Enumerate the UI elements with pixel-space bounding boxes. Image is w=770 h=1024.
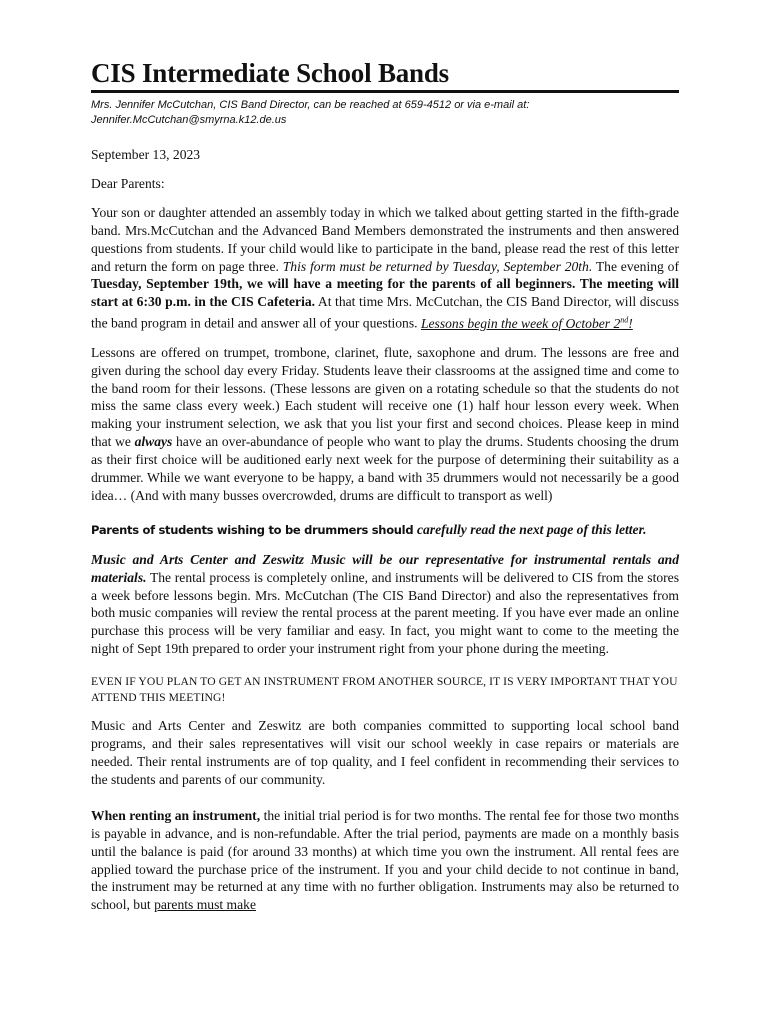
contact-line: Mrs. Jennifer McCutchan, CIS Band Director, can be reached at 659-4512 or via e-mail at: (91, 99, 530, 111)
drummer-note-tail: carefully read the next page of this letter. (416, 521, 647, 537)
paragraph-lessons (91, 344, 679, 505)
text: At that time Mrs. McCutchan, the CIS Band Director, will discuss the band program in detail and answer all of your questions. (91, 294, 679, 331)
paragraph-rentals (91, 551, 679, 658)
return-deadline: This form must be returned by Tuesday, September 20th. (282, 258, 593, 274)
text: the initial trial period is for two months. The rental fee for those two months is payable in advance, and is non-refundable. After the trial period, payments are made on a monthly basis until the balance is paid (for around 33 months) at which time you own the instrument. All rental fees are applied toward the purchase price of the instrument. If you and your child decide to not continue in band, the instrument may be returned at any time with no further obligation. Instruments may also be returned to school, but (91, 807, 679, 913)
paragraph-renting (91, 807, 679, 914)
emphasis-always: always (134, 434, 173, 450)
lessons-start: Lessons begin the week of October 2nd! (420, 315, 633, 331)
title-rule (91, 90, 679, 93)
underlined-text: parents must make (154, 897, 256, 913)
text: The evening of (592, 258, 679, 274)
salutation: Dear Parents: (91, 175, 165, 191)
attendance-notice: EVEN IF YOU PLAN TO GET AN INSTRUMENT FROM ANOTHER SOURCE, IT IS VERY IMPORTANT THAT YOU ATTEND THIS MEETING! (91, 675, 678, 705)
letter-content (91, 56, 679, 914)
text: The rental process is completely online, and instruments will be delivered to CIS from the stores a week before lessons begin. Mrs. McCutchan (The CIS Band Director) and also the representatives from both music companies will review the rental process at the parent meeting. If you have ever made an online purchase this process will be very familiar and easy. In fact, you might want to come to the meeting the night of Sept 19th prepared to order your instrument right from your phone during the meeting. (91, 569, 679, 657)
letter-date: September 13, 2023 (91, 147, 201, 162)
paragraph-companies: Music and Arts Center and Zeswitz are both companies committed to supporting local school band programs, and their sales representatives will visit our school weekly in case repairs or materials are needed. Their rental instruments are of top quality, and I feel confident in recommending their services to the students and parents of our community. (91, 718, 679, 787)
text: Lessons are offered on trumpet, trombone, clarinet, flute, saxophone and drum. The lessons are free and given during the school day every Friday. Students leave their classrooms at the assigned time and come to the band room for their lessons. (These lessons are given on a rotating schedule so that the students do not miss the same class every week.) Each student will receive one (1) half hour lesson every week. When making your instrument selection, we ask that you list your first and second choices. Please keep in mind that we (91, 344, 679, 450)
meeting-announcement: Tuesday, September 19th, we will have a meeting for the parents of all beginners. The meeting will start at 6:30 p.m. in the CIS Cafeteria. (91, 276, 679, 310)
text: have an over-abundance of people who want to play the drums. Students choosing the drum as their first choice will be auditioned early next week for the purpose of determining their suitability as a drummer. While we want everyone to be happy, a band with 35 drummers would not necessarily be a good idea… (And with many busses overcrowded, drums are difficult to transport as well) (91, 434, 679, 503)
rental-representatives: Music and Arts Center and Zeswitz Music will be our representative for instrumental rentals and materials. (91, 551, 679, 585)
contact-email: Jennifer.McCutchan@smyrna.k12.de.us (91, 113, 287, 126)
paragraph-intro (91, 204, 679, 333)
page-title: CIS Intermediate School Bands (91, 58, 449, 88)
drummer-note (91, 521, 679, 540)
renting-lead: When renting an instrument, (91, 807, 261, 823)
text: Your son or daughter attended an assembly today in which we talked about getting started in the fifth-grade band. Mrs.McCutchan and the Advanced Band Members demonstrated the instruments and then answered questions from students. If your child would like to participate in the band, please read the rest of this letter and return the form on page three. (91, 204, 679, 274)
contact-info (91, 98, 679, 127)
drummer-note-lead: Parents of students wishing to be drummers should (91, 522, 417, 537)
